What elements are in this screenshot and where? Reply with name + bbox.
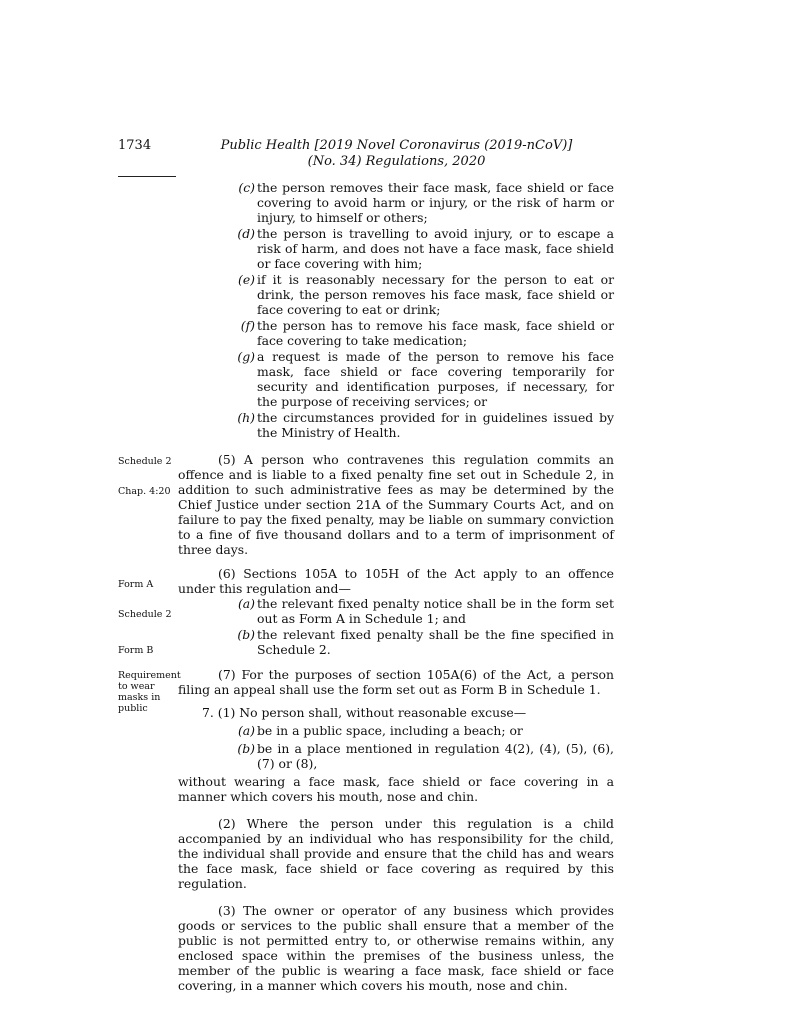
- paragraph-5: (5) A person who contravenes this regulation commits an offence and is liable to a fixed penalty fine set out in Schedule 2, in addition to such administrative fees as may be determined by the Chief Justice under section 21A of the Summary Courts Act, and on failure to pay the fixed penalty, may be liable on summary conviction to a fine of five thousand dollars and to a term of imprisonment of three days.: [178, 452, 614, 557]
- running-title: [178, 138, 615, 170]
- running-title-line2: (No. 34) Regulations, 2020: [307, 154, 486, 169]
- document-body: [178, 180, 614, 993]
- list-item: (h) the circumstances provided for in guidelines issued by the Ministry of Health.: [237, 410, 614, 440]
- margin-note-schedule-2: Schedule 2: [118, 456, 172, 467]
- margin-note-schedule-2b: Schedule 2: [118, 609, 172, 620]
- penalty-list: [178, 596, 614, 657]
- running-title-line1: Public Health [2019 Novel Coronavirus (2019-nCoV)]: [220, 138, 573, 153]
- list-item: (e) if it is reasonably necessary for the person to eat or drink, the person removes his face mask, face shield or face covering to eat or drink;: [237, 272, 614, 317]
- list-item: (b) the relevant fixed penalty shall be the fine specified in Schedule 2.: [237, 627, 614, 657]
- page-number: 1734: [118, 138, 152, 153]
- paragraph-6: (6) Sections 105A to 105H of the Act apply to an offence under this regulation and—: [178, 566, 614, 596]
- page-header: [118, 138, 615, 178]
- list-item: (d) the person is travelling to avoid injury, or to escape a risk of harm, and does not have a face mask, face shield or face covering with him;: [237, 226, 614, 271]
- list-item: (g) a request is made of the person to remove his face mask, face shield or face covering temporarily for security and identification purposes, if necessary, for the purpose of receiving services; or: [237, 349, 614, 409]
- margin-note-chapter: Chap. 4:20: [118, 486, 171, 497]
- list-item: (c) the person removes their face mask, face shield or face covering to avoid harm or injury, or the risk of harm or injury, to himself or others;: [238, 180, 614, 225]
- list-item: (b) be in a place mentioned in regulation 4(2), (4), (5), (6), (7) or (8),: [237, 741, 614, 771]
- regulation-7-heading: 7. (1) No person shall, without reasonable excuse—: [202, 705, 527, 720]
- list-item: (a) be in a public space, including a beach; or: [237, 723, 523, 738]
- margin-rule: [118, 176, 176, 177]
- regulation-7-3: (3) The owner or operator of any business which provides goods or services to the public shall ensure that a member of the public is not permitted entry to, or otherwise remains within, any enclosed space within the premises of the business unless, the member of the public is wearing a face mask, face shield or face covering, in a manner which covers his mouth, nose and chin.: [178, 903, 614, 993]
- margin-note-form-a: Form A: [118, 579, 154, 590]
- exceptions-list: [178, 180, 614, 440]
- margin-note-form-b: Form B: [118, 645, 154, 656]
- margin-note-requirement: Requirement to wear masks in public: [118, 670, 181, 714]
- list-item: (a) the relevant fixed penalty notice shall be in the form set out as Form A in Schedule 1; and: [237, 596, 614, 626]
- regulation-7-2: (2) Where the person under this regulation is a child accompanied by an individual who has responsibility for the child, the individual shall provide and ensure that the child has and wears the face mask, face shield or face covering as required by this regulation.: [178, 816, 614, 891]
- paragraph-7: (7) For the purposes of section 105A(6) of the Act, a person filing an appeal shall use the form set out as Form B in Schedule 1.: [178, 667, 614, 697]
- regulation-7-continuation: without wearing a face mask, face shield or face covering in a manner which covers his mouth, nose and chin.: [178, 774, 614, 804]
- regulation-7: [178, 705, 614, 804]
- list-item: (f) the person has to remove his face mask, face shield or face covering to take medication;: [240, 318, 614, 348]
